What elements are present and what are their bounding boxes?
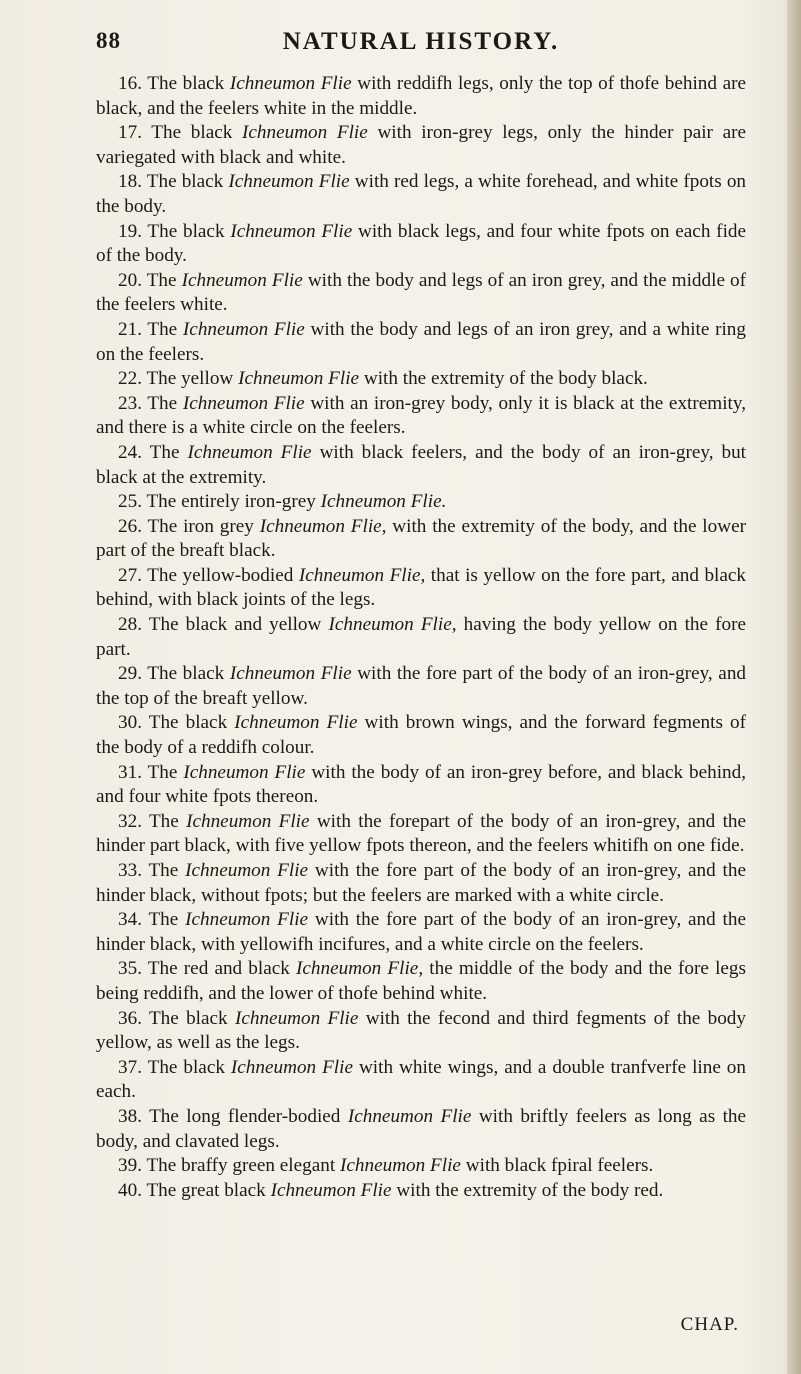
entry-descriptor: The black and yellow bbox=[148, 614, 322, 636]
entry-description: with black fpiral feelers. bbox=[465, 1155, 654, 1177]
entry-number: 21. bbox=[118, 318, 142, 340]
entry-descriptor: The red and black bbox=[147, 958, 290, 980]
page-header bbox=[96, 28, 746, 64]
species-name: Ichneumon Flie. bbox=[320, 491, 447, 513]
species-name: Ichneumon Flie bbox=[230, 220, 353, 242]
list-item bbox=[96, 1105, 746, 1154]
list-item bbox=[96, 441, 746, 490]
running-head: NATURAL HISTORY. bbox=[282, 28, 560, 55]
entry-descriptor: The bbox=[147, 761, 178, 783]
entry-number: 36. bbox=[118, 1007, 142, 1029]
entry-descriptor: The black bbox=[151, 122, 233, 144]
entry-number: 22. bbox=[118, 368, 142, 390]
species-name: Ichneumon Flie bbox=[230, 1056, 353, 1078]
catchword: CHAP. bbox=[680, 1314, 739, 1335]
entry-descriptor: The long flender-bodied bbox=[149, 1105, 341, 1127]
entry-number: 35. bbox=[118, 958, 142, 980]
entry-description: with the extremity of the body black. bbox=[363, 368, 648, 390]
species-name: Ichneumon Flie, bbox=[298, 564, 426, 586]
species-name: Ichneumon Flie bbox=[181, 269, 303, 291]
entry-description: with reddifh legs, only the top of thofe behind are black, and the feelers white in the middle. bbox=[96, 73, 747, 119]
entry-description: with the fore part of the body of an iron-grey, and the hinder black, with yellowifh incifures, and a white circle on the feelers. bbox=[96, 909, 746, 955]
entry-descriptor: The entirely iron-grey bbox=[146, 491, 316, 513]
entry-description: with the body and legs of an iron grey, and the middle of the feelers white. bbox=[96, 269, 746, 316]
entry-number: 40. bbox=[118, 1179, 142, 1201]
list-item bbox=[96, 121, 746, 170]
species-name: Ichneumon Flie bbox=[187, 441, 312, 463]
entry-number: 26. bbox=[118, 515, 142, 537]
entry-description: with the fore part of the body of an iron-grey, and the top of the breaft yellow. bbox=[96, 663, 747, 709]
entry-number: 32. bbox=[118, 810, 142, 832]
species-name: Ichneumon Flie bbox=[229, 73, 352, 94]
list-item bbox=[96, 859, 746, 908]
entry-description: with the body of an iron-grey before, and black behind, and four white fpots thereon. bbox=[96, 761, 747, 808]
entry-description: that is yellow on the fore part, and black behind, with black joints of the legs. bbox=[96, 564, 747, 611]
list-item bbox=[96, 318, 746, 367]
species-list bbox=[96, 72, 746, 1203]
entry-descriptor: The bbox=[149, 441, 180, 463]
species-name: Ichneumon Flie bbox=[340, 1155, 461, 1177]
entry-descriptor: The braffy green elegant bbox=[146, 1155, 336, 1177]
species-name: Ichneumon Flie bbox=[229, 663, 352, 685]
entry-description: with iron-grey legs, only the hinder pair are variegated with black and white. bbox=[96, 122, 746, 168]
entry-number: 16. bbox=[118, 73, 142, 94]
entry-descriptor: The yellow bbox=[146, 368, 234, 390]
entry-description: with black feelers, and the body of an iron-grey, but black at the extremity. bbox=[96, 441, 747, 488]
list-item bbox=[96, 711, 746, 760]
species-name: Ichneumon Flie bbox=[182, 392, 305, 414]
species-name: Ichneumon Flie bbox=[238, 368, 360, 390]
entry-description: with black legs, and four white fpots on each fide of the body. bbox=[96, 220, 747, 267]
species-name: Ichneumon Flie bbox=[234, 712, 358, 734]
entry-description: with the extremity of the body, and the lower part of the breaft black. bbox=[96, 515, 746, 562]
list-item bbox=[96, 490, 746, 515]
entry-descriptor: The black bbox=[148, 1007, 228, 1029]
entry-description: with brown wings, and the forward fegments of the body of a reddifh colour. bbox=[96, 712, 747, 759]
entry-number: 38. bbox=[118, 1105, 142, 1127]
list-item bbox=[96, 1154, 746, 1179]
species-name: Ichneumon Flie bbox=[234, 1007, 359, 1029]
list-item bbox=[96, 1007, 746, 1056]
entry-descriptor: The black bbox=[146, 171, 224, 193]
list-item bbox=[96, 908, 746, 957]
entry-number: 19. bbox=[118, 220, 142, 242]
species-name: Ichneumon Flie bbox=[182, 318, 305, 340]
list-item bbox=[96, 1056, 746, 1105]
entry-descriptor: The black bbox=[147, 663, 225, 685]
entry-number: 31. bbox=[118, 761, 142, 783]
list-item bbox=[96, 810, 746, 859]
entry-description: with an iron-grey body, only it is black at the extremity, and there is a white circle on the feelers. bbox=[96, 392, 747, 439]
entry-descriptor: The bbox=[148, 909, 179, 931]
entry-number: 27. bbox=[118, 564, 142, 586]
entry-number: 39. bbox=[118, 1155, 142, 1177]
entry-descriptor: The bbox=[146, 269, 177, 291]
list-item bbox=[96, 72, 746, 121]
list-item bbox=[96, 957, 746, 1006]
entry-descriptor: The black bbox=[147, 1056, 225, 1078]
entry-descriptor: The yellow-bodied bbox=[147, 564, 294, 586]
entry-number: 17. bbox=[118, 122, 142, 144]
entry-number: 25. bbox=[118, 491, 142, 513]
entry-description: having the body yellow on the fore part. bbox=[96, 614, 747, 660]
species-name: Ichneumon Flie, bbox=[328, 614, 457, 636]
page-number: 88 bbox=[96, 28, 121, 53]
species-name: Ichneumon Flie bbox=[270, 1179, 392, 1201]
entry-descriptor: The great black bbox=[146, 1179, 266, 1201]
entry-description: with red legs, a white forehead, and white fpots on the body. bbox=[96, 171, 747, 217]
entry-number: 34. bbox=[118, 909, 142, 931]
entry-description: with white wings, and a double tranfverfe line on each. bbox=[96, 1056, 746, 1103]
list-item bbox=[96, 392, 746, 441]
list-item bbox=[96, 613, 746, 662]
entry-number: 20. bbox=[118, 269, 142, 291]
entry-description: with the body and legs of an iron grey, and a white ring on the feelers. bbox=[96, 318, 746, 365]
entry-number: 24. bbox=[118, 441, 142, 463]
entry-number: 23. bbox=[118, 392, 142, 414]
species-name: Ichneumon Flie bbox=[185, 860, 309, 881]
entry-descriptor: The iron grey bbox=[147, 515, 254, 537]
species-name: Ichneumon Flie bbox=[186, 810, 310, 832]
list-item bbox=[96, 1179, 746, 1204]
list-item bbox=[96, 220, 746, 269]
entry-descriptor: The black bbox=[147, 220, 225, 242]
entry-number: 33. bbox=[118, 860, 142, 881]
entry-description: with the forepart of the body of an iron-grey, and the hinder part black, with five yellow fpots thereon, and the feelers whitifh on one fide. bbox=[96, 810, 747, 857]
entry-description: with the extremity of the body red. bbox=[396, 1179, 664, 1201]
list-item bbox=[96, 269, 746, 318]
list-item bbox=[96, 662, 746, 711]
page-edge-shadow bbox=[787, 0, 801, 1374]
species-name: Ichneumon Flie bbox=[185, 909, 309, 931]
entry-number: 18. bbox=[118, 171, 142, 193]
list-item bbox=[96, 170, 746, 219]
list-item bbox=[96, 761, 746, 810]
entry-number: 37. bbox=[118, 1056, 142, 1078]
species-name: Ichneumon Flie bbox=[347, 1105, 472, 1127]
list-item bbox=[96, 564, 746, 613]
entry-description: with the fore part of the body of an iron-grey, and the hinder black, without fpots; but the feelers are marked with a white circle. bbox=[96, 860, 746, 906]
entry-descriptor: The black bbox=[148, 712, 228, 734]
species-name: Ichneumon Flie, bbox=[259, 515, 387, 537]
species-name: Ichneumon Flie bbox=[183, 761, 306, 783]
entry-descriptor: The bbox=[147, 318, 178, 340]
species-name: Ichneumon Flie, bbox=[296, 958, 424, 980]
entry-description: with briftly feelers as long as the body, and clavated legs. bbox=[96, 1105, 747, 1152]
entry-description: with the fecond and third fegments of the body yellow, as well as the legs. bbox=[96, 1007, 746, 1054]
entry-number: 28. bbox=[118, 614, 142, 636]
entry-descriptor: The bbox=[148, 810, 179, 832]
entry-descriptor: The bbox=[147, 392, 178, 414]
entry-descriptor: The black bbox=[147, 73, 225, 94]
list-item bbox=[96, 515, 746, 564]
entry-number: 29. bbox=[118, 663, 142, 685]
entry-description: the middle of the body and the fore legs being reddifh, and the lower of thofe behind white. bbox=[96, 958, 746, 1004]
species-name: Ichneumon Flie bbox=[228, 171, 350, 193]
species-name: Ichneumon Flie bbox=[241, 122, 368, 144]
entry-descriptor: The bbox=[148, 860, 179, 881]
entry-number: 30. bbox=[118, 712, 142, 734]
list-item bbox=[96, 367, 746, 392]
